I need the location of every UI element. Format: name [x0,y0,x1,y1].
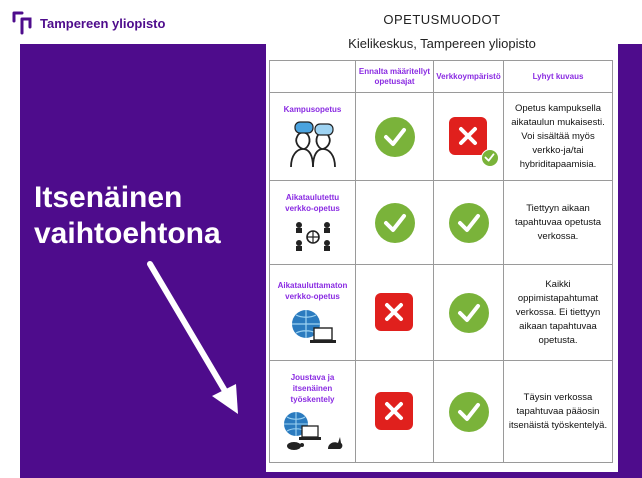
slide-heading-line1: Itsenäinen [34,181,183,214]
table-row [270,93,613,181]
tuni-logo-icon [10,9,34,37]
card-title: OPETUSMUODOT [383,12,501,27]
check-icon [449,293,489,333]
logo-text: Tampereen yliopisto [40,15,166,31]
status-opetusajat [356,181,434,265]
check-icon [375,117,415,157]
teaching-modes-table [269,60,613,463]
check-icon [375,203,415,243]
pointer-arrow-icon [140,258,250,418]
check-icon [449,203,489,243]
table-row [270,361,613,463]
table-header-empty [270,61,356,93]
network-people-icon [293,220,333,254]
row-description: Kaikki oppimistapahtumat verkossa. Ei tiettyyn aikaan tapahtuvaa opetusta. [504,265,613,361]
status-verkkoymparisto [434,265,504,361]
row-header-kampusopetus [270,93,356,181]
speech-bubbles-icon [285,121,341,169]
teaching-modes-card [266,0,618,472]
table-row [270,181,613,265]
cross-icon [375,293,413,331]
status-verkkoymparisto [434,181,504,265]
row-header-aikataulutettu [270,181,356,265]
table-header-opetusajat: Ennalta määritellyt opetusajat [356,61,434,93]
slide-heading [34,180,264,252]
row-description: Opetus kampuksella aikataulun mukaisesti. Voi sisältää myös verkko-ja/tai hybriditapaamisia. [504,93,613,181]
row-label: Aikataulutettu verkko-opetus [285,192,340,213]
cross-icon [449,117,487,155]
row-description: Tiettyyn aikaan tapahtuvaa opetusta verkossa. [504,181,613,265]
status-opetusajat [356,265,434,361]
check-icon [449,392,489,432]
cross-icon [375,392,413,430]
row-header-joustava [270,361,356,463]
small-check-icon [481,149,499,167]
row-label: Aikatauluttamaton verkko-opetus [277,280,348,301]
table-header-kuvaus: Lyhyt kuvaus [504,61,613,93]
status-verkkoymparisto [434,93,504,181]
table-row [270,265,613,361]
university-logo [10,8,165,38]
status-opetusajat [356,93,434,181]
row-label: Kampusopetus [283,105,342,114]
table-header-verkkoymparisto: Verkkoympäristö [434,61,504,93]
slide-heading-line2: vaihtoehtona [34,217,221,250]
row-description: Täysin verkossa tapahtuvaa pääosin itsenäistä työskentelyä. [504,361,613,463]
status-verkkoymparisto [434,361,504,463]
globe-laptop-icon [290,308,336,346]
card-subtitle: Kielikeskus, Tampereen yliopisto [348,36,536,51]
row-header-aikatauluttamaton [270,265,356,361]
row-label: Joustava ja itsenäinen työskentely [290,373,335,404]
status-opetusajat [356,361,434,463]
globe-laptop-turtle-rabbit-icon [282,411,344,451]
